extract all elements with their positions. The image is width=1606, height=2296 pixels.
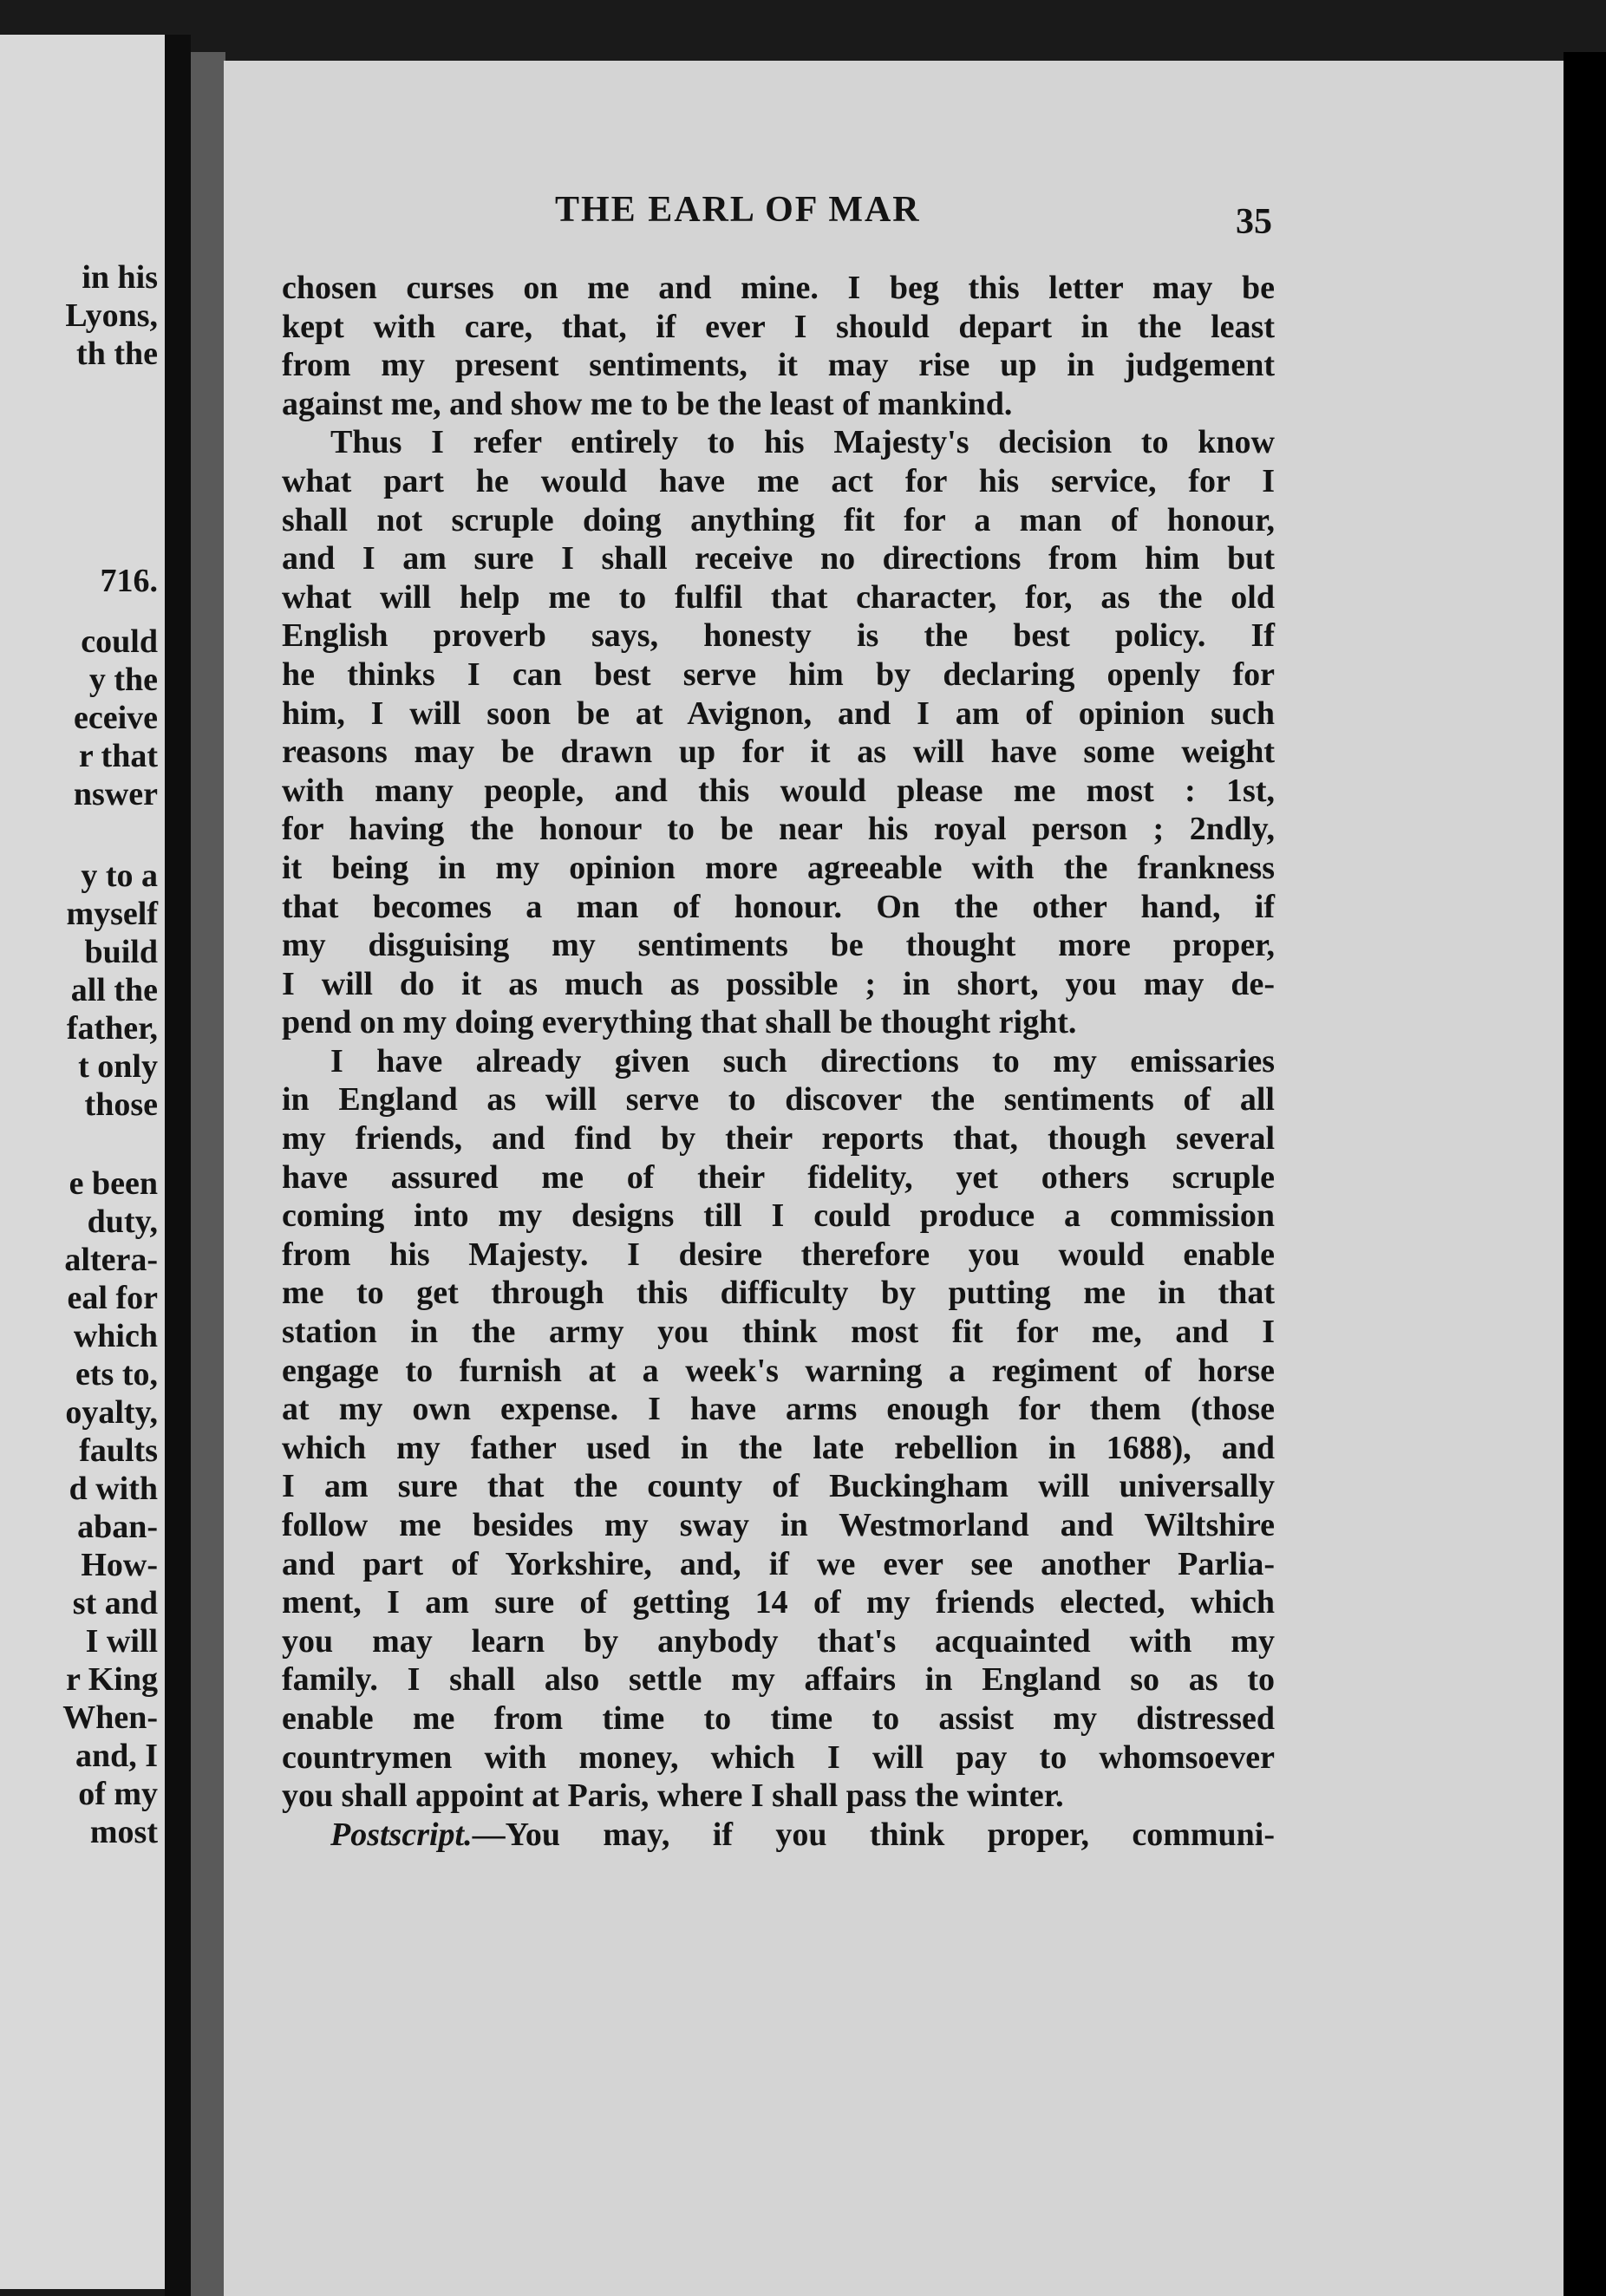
body-text — [282, 269, 1275, 1854]
left-page-line: most — [89, 1814, 158, 1850]
text-line: against me, and show me to be the least of mankind. — [282, 385, 1013, 422]
text-line: enable me from time to time to assist my distressed — [282, 1699, 1275, 1737]
text-line: my disguising my sentiments be thought more proper, — [282, 927, 1275, 964]
left-page-line: When- — [62, 1699, 158, 1736]
text-line: at my own expense. I have arms enough for them (those — [282, 1391, 1275, 1428]
text-line: and part of Yorkshire, and, if we ever see another Parlia- — [282, 1545, 1275, 1582]
left-page-line: altera- — [64, 1242, 158, 1278]
postscript-line — [282, 1816, 1275, 1855]
left-page-line: st and — [72, 1585, 158, 1621]
gutter-edge — [191, 52, 225, 2296]
left-page-line: nswer — [73, 776, 158, 812]
text-line: with many people, and this would please me most : 1st, — [282, 772, 1275, 809]
text-line: from his Majesty. I desire therefore you would enable — [282, 1236, 1275, 1273]
text-line: ment, I am sure of getting 14 of my friends elected, which — [282, 1584, 1275, 1621]
left-page-line: father, — [66, 1010, 158, 1047]
left-page-line: I will — [85, 1623, 158, 1660]
text-line: pend on my doing everything that shall be thought right. — [282, 1004, 1077, 1041]
left-page-line: y the — [88, 662, 158, 698]
text-line: what will help me to fulfil that character, for, as the old — [282, 578, 1275, 616]
left-page-line: e been — [69, 1165, 158, 1202]
text-line: have assured me of their fidelity, yet others scruple — [282, 1158, 1275, 1196]
left-page-line: d with — [69, 1471, 158, 1507]
text-line: chosen curses on me and mine. I beg this letter may be — [282, 270, 1275, 306]
text-line: English proverb says, honesty is the best policy. If — [282, 617, 1275, 655]
left-page-line: myself — [66, 896, 158, 932]
scan-border — [1564, 52, 1606, 2296]
left-page-line: r King — [66, 1661, 158, 1698]
text-line: him, I will soon be at Avignon, and I am of opinion such — [282, 695, 1275, 732]
left-page-line: could — [81, 623, 158, 660]
text-line: my friends, and find by their reports that, though several — [282, 1120, 1275, 1158]
left-page-line: eal for — [67, 1280, 158, 1316]
text-line: reasons may be drawn up for it as will have some weight — [282, 734, 1275, 771]
text-line: that becomes a man of honour. On the other hand, if — [282, 888, 1275, 925]
left-page-line: oyalty, — [65, 1394, 158, 1431]
left-page-line: Lyons, — [65, 297, 158, 334]
left-page-line: y to a — [81, 858, 158, 894]
running-head: THE EARL OF MAR — [555, 190, 921, 230]
text-line: and I am sure I shall receive no directions from him but — [282, 540, 1275, 577]
postscript-label: Postscript. — [330, 1816, 473, 1853]
text-line: shall not scruple doing anything fit for a man of honour, — [282, 501, 1275, 538]
left-page-line: ets to, — [75, 1356, 158, 1393]
text-line: station in the army you think most fit for me, and I — [282, 1314, 1275, 1351]
text-line: which my father used in the late rebellion in 1688), and — [282, 1429, 1275, 1466]
left-page-line: all the — [70, 972, 158, 1008]
text-line: I am sure that the county of Buckingham will universally — [282, 1468, 1275, 1505]
text-line: for having the honour to be near his royal person ; 2ndly, — [282, 811, 1275, 848]
text-line: countrymen with money, which I will pay to whomsoever — [282, 1738, 1275, 1776]
previous-page-fragment — [0, 35, 165, 2289]
left-page-line: build — [84, 934, 158, 970]
text-line: I have already given such directions to my emissaries — [330, 1042, 1275, 1080]
left-page-line: those — [84, 1086, 158, 1123]
page-number: 35 — [1236, 202, 1272, 242]
left-page-line: th the — [76, 336, 158, 372]
left-page-line: duty, — [87, 1203, 158, 1240]
left-page-line: 716. — [100, 563, 158, 599]
left-page-line: and, I — [75, 1738, 158, 1774]
text-line: you shall appoint at Paris, where I shall pass the winter. — [282, 1777, 1064, 1815]
text-line: you may learn by anybody that's acquainted with my — [282, 1622, 1275, 1660]
text-line: follow me besides my sway in Westmorland and Wiltshire — [282, 1507, 1275, 1543]
text-line: me to get through this difficulty by putting me in that — [282, 1275, 1275, 1312]
left-page-line: aban- — [77, 1509, 158, 1545]
text-line: what part he would have me act for his service, for I — [282, 462, 1275, 499]
left-page-line: t only — [78, 1048, 158, 1085]
text-line: in England as will serve to discover the sentiments of all — [282, 1081, 1275, 1119]
text-line: he thinks I can best serve him by declaring openly for — [282, 656, 1275, 693]
left-page-line: of my — [78, 1776, 158, 1812]
text-line: kept with care, that, if ever I should depart in the least — [282, 308, 1275, 345]
text-line: it being in my opinion more agreeable with the frankness — [282, 849, 1275, 886]
postscript-text: —You may, if you think proper, communi- — [472, 1816, 1275, 1853]
text-line: I will do it as much as possible ; in short, you may de- — [282, 965, 1275, 1002]
left-page-line: eceive — [73, 700, 158, 736]
left-page-line: r that — [78, 738, 158, 774]
text-line: coming into my designs till I could produce a commission — [282, 1197, 1275, 1235]
left-page-line: in his — [82, 259, 158, 296]
text-line: from my present sentiments, it may rise up in judgement — [282, 347, 1275, 384]
text-line: Thus I refer entirely to his Majesty's decision to know — [330, 424, 1275, 461]
left-page-line: faults — [79, 1432, 158, 1469]
left-page-line: which — [73, 1318, 158, 1354]
text-line: family. I shall also settle my affairs in England so as to — [282, 1661, 1275, 1699]
left-page-line: How- — [81, 1547, 158, 1583]
text-line: engage to furnish at a week's warning a regiment of horse — [282, 1352, 1275, 1389]
book-gutter — [165, 35, 191, 2296]
